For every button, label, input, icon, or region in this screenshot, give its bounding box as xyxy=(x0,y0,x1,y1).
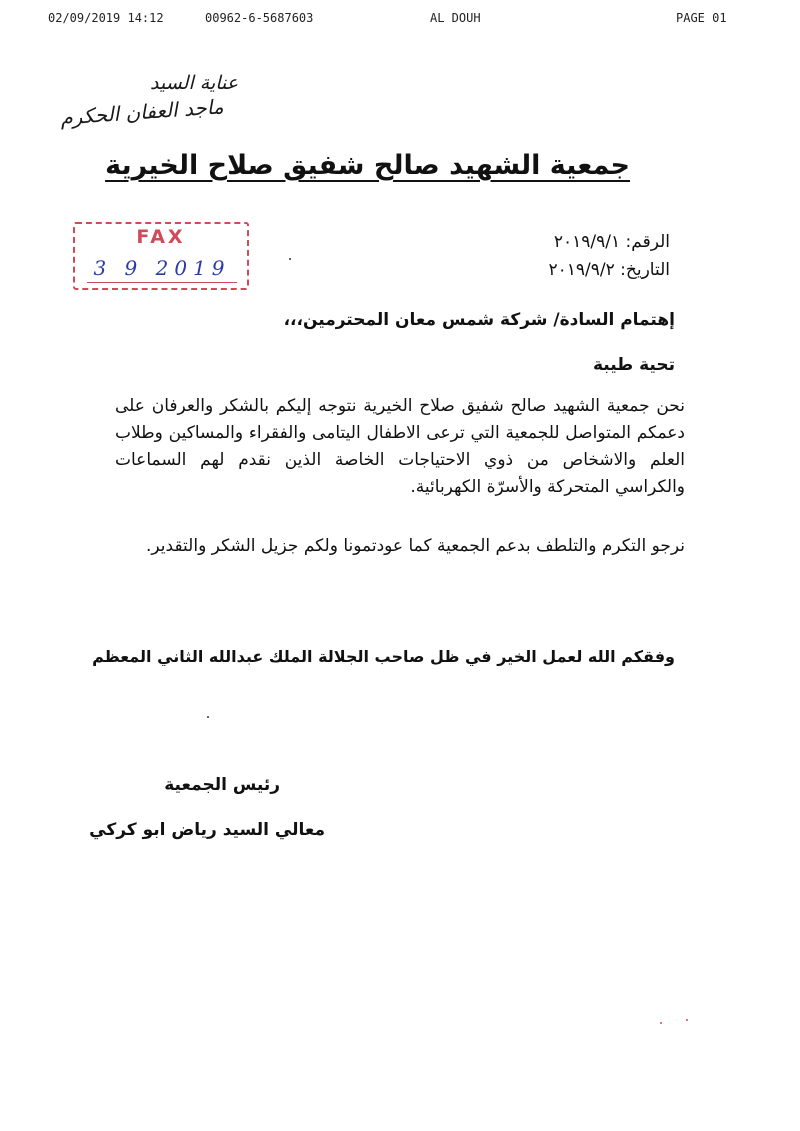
handwritten-note-line2: ماجد العفان الحكرم xyxy=(59,94,225,130)
handwritten-note-line1: عناية السيد xyxy=(150,72,239,94)
fax-header xyxy=(0,11,800,31)
fax-datetime: 02/09/2019 14:12 xyxy=(48,11,164,25)
greeting: تحية طيبة xyxy=(592,355,675,375)
body-paragraph-2: نرجو التكرم والتلطف بدعم الجمعية كما عودتمونا ولكم جزيل الشكر والتقدير. xyxy=(146,536,685,556)
fax-page-number: PAGE 01 xyxy=(676,11,727,25)
signature-title: رئيس الجمعية xyxy=(164,775,280,795)
scan-speck xyxy=(686,1019,688,1021)
fax-stamp xyxy=(73,222,249,290)
body-paragraph-1: نحن جمعية الشهيد صالح شفيق صلاح الخيرية نتوجه إليكم بالشكر والعرفان على دعمكم المتواصل للجمعية التي ترعى الاطفال اليتامى والفقراء والمساكين وطلاب العلم والاشخاص من ذوي الاحتياجات الخاصة الذين نقدم لهم السماعات والكراسي المتحركة والأسرّة الكهربائية. xyxy=(115,396,685,497)
closing-line: وفقكم الله لعمل الخير في ظل صاحب الجلالة الملك عبدالله الثاني المعظم xyxy=(92,647,675,666)
signature-name: معالي السيد رياض ابو كركي xyxy=(89,820,325,840)
scan-speck xyxy=(289,258,291,260)
fax-stamp-date: 3 9 2019 xyxy=(87,256,237,283)
fax-sender: AL DOUH xyxy=(430,11,481,25)
fax-stamp-label: FAX xyxy=(136,226,186,248)
scan-speck xyxy=(660,1022,662,1024)
addressee: إهتمام السادة/ شركة شمس معان المحترمين،،، xyxy=(283,310,675,330)
reference-date: التاريخ: ٢٠١٩/٩/٢ xyxy=(548,260,670,280)
fax-phone: 00962-6-5687603 xyxy=(205,11,314,25)
scan-speck xyxy=(207,716,209,718)
organization-title: جمعية الشهيد صالح شفيق صلاح الخيرية xyxy=(105,150,630,181)
reference-number: الرقم: ٢٠١٩/٩/١ xyxy=(553,232,670,252)
